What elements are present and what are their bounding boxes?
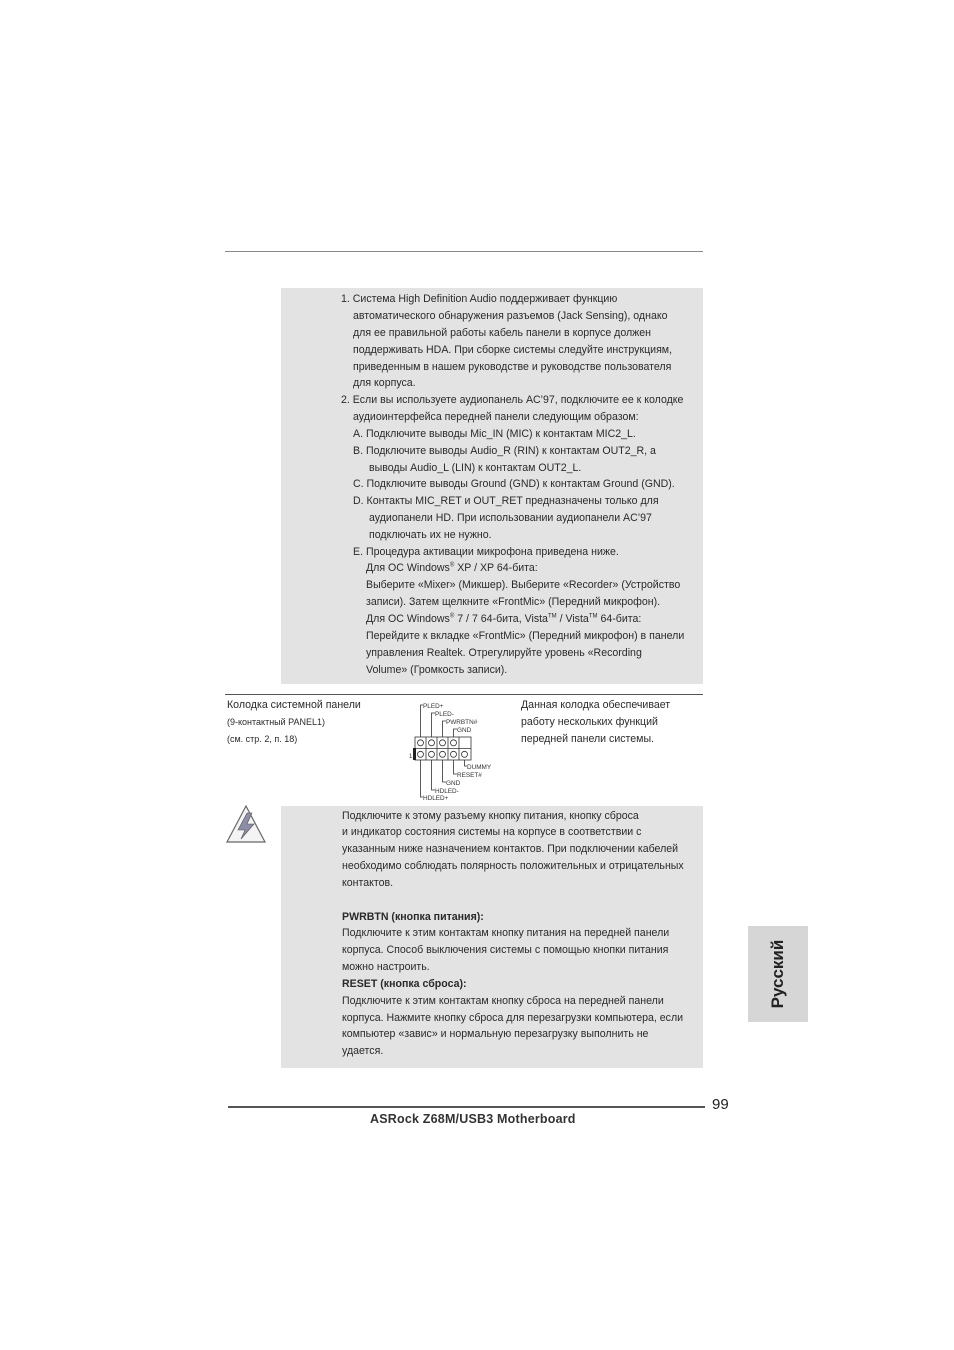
note-line: Выберите «Mixer» (Микшер). Выберите «Recorder» (Устройство	[366, 579, 681, 591]
note-xp-heading: Для ОС Windows® XP / XP 64-бита:	[366, 562, 538, 574]
note-line: B. Подключите выводы Audio_R (RIN) к контактам OUT2_R, а	[353, 445, 656, 457]
pin	[451, 740, 457, 746]
pwrbtn-line: Подключите к этим контактам кнопку питания на передней панели	[342, 927, 670, 939]
reset-line: корпуса. Нажмите кнопку сброса для перезагрузки компьютера, если	[342, 1012, 684, 1024]
label-gnd-bottom: GND	[446, 780, 461, 787]
note-line: 2. Если вы используете аудиопанель AC’97, подключите ее к колодке	[341, 394, 684, 406]
reset-line: Подключите к этим контактам кнопку сброса на передней панели	[342, 995, 664, 1007]
section-description-line: Данная колодка обеспечивает	[521, 699, 671, 711]
note-line: C. Подключите выводы Ground (GND) к контактам Ground (GND).	[353, 478, 675, 490]
pin	[429, 740, 435, 746]
footer-title: ASRock Z68M/USB3 Motherboard	[370, 1112, 576, 1126]
label-pin1: 1	[409, 754, 413, 760]
note-line: выводы Audio_L (LIN) к контактам OUT2_L.	[369, 462, 582, 474]
warning-line: и индикатор состояния системы на корпусе в соответствии с	[342, 826, 642, 838]
pwrbtn-line: можно настроить.	[342, 961, 430, 973]
note-line: аудиоинтерфейса передней панели следующим образом:	[353, 411, 639, 423]
note-line: управления Realtek. Отрегулируйте уровень «Recording	[366, 647, 642, 659]
language-tab	[748, 926, 808, 1022]
top-rule	[225, 251, 703, 252]
pin	[429, 751, 435, 757]
note-line: приведенным в нашем руководстве и руководстве пользователя	[353, 361, 672, 373]
note-line: поддерживать HDA. При сборке системы следуйте инструкциям,	[353, 344, 673, 356]
note-line: 1. Система High Definition Audio поддерживает функцию	[341, 293, 618, 305]
section-rule	[225, 694, 703, 695]
note-line: автоматического обнаружения разъемов (Jack Sensing), однако	[353, 310, 668, 322]
warning-icon	[225, 803, 267, 845]
pin1-marker	[413, 748, 416, 760]
pin	[451, 751, 457, 757]
note-line: записи). Затем щелкните «FrontMic» (Передний микрофон).	[366, 596, 661, 608]
pin	[418, 740, 424, 746]
note-line: D. Контакты MIC_RET и OUT_RET предназначены только для	[353, 495, 659, 507]
note-line: Volume» (Громкость записи).	[366, 664, 508, 676]
label-pwrbtn: PWRBTN#	[446, 719, 478, 726]
pin	[440, 751, 446, 757]
note-line: A. Подключите выводы Mic_IN (MIC) к контактам MIC2_L.	[353, 428, 636, 440]
warning-line: необходимо соблюдать полярность положительных и отрицательных	[342, 860, 684, 872]
section-description-line: работу нескольких функций	[521, 716, 658, 728]
pin	[418, 751, 424, 757]
note-line: подключать их не нужно.	[369, 529, 492, 541]
reset-line: удается.	[342, 1045, 384, 1057]
label-hdled-plus: HDLED+	[423, 795, 449, 802]
label-pled-plus: PLED+	[423, 703, 444, 710]
reset-title: RESET (кнопка сброса):	[342, 978, 467, 990]
page-number: 99	[712, 1096, 729, 1113]
label-pled-minus: PLED-	[435, 711, 454, 718]
pwrbtn-title: PWRBTN (кнопка питания):	[342, 911, 484, 923]
label-gnd-top: GND	[457, 727, 472, 734]
label-dummy: DUMMY	[467, 764, 492, 771]
pin	[462, 751, 468, 757]
warning-line: контактов.	[342, 877, 394, 889]
panel1-pin-diagram	[405, 700, 501, 804]
warning-line: Подключите к этому разъему кнопку питания, кнопку сброса	[342, 810, 639, 822]
section-reference: (см. стр. 2, п. 18)	[227, 734, 298, 744]
footer-rule	[228, 1106, 705, 1108]
section-subtitle: (9-контактный PANEL1)	[227, 717, 326, 727]
pwrbtn-line: корпуса. Способ выключения системы с помощью кнопки питания	[342, 944, 669, 956]
label-reset: RESET#	[457, 772, 482, 779]
section-title: Колодка системной панели	[227, 699, 361, 711]
warning-line: указанным ниже назначением контактов. При подключении кабелей	[342, 843, 679, 855]
language-tab-label: Русский	[768, 939, 787, 1009]
note-line: для ее правильной работы кабель панели в корпусе должен	[353, 327, 652, 339]
pin	[440, 740, 446, 746]
section-description-line: передней панели системы.	[521, 733, 655, 745]
label-hdled-minus: HDLED-	[435, 788, 459, 795]
note-line: для корпуса.	[353, 377, 416, 389]
note-line: аудиопанели HD. При использовании аудиопанели AC’97	[369, 512, 652, 524]
note-line: Перейдите к вкладке «FrontMic» (Передний микрофон) в панели	[366, 630, 685, 642]
note-line: E. Процедура активации микрофона приведена ниже.	[353, 546, 619, 558]
note-w7-heading: Для ОС Windows® 7 / 7 64-бита, Vista™ / Vista™ 64-бита:	[366, 613, 642, 625]
reset-line: компьютер «завис» и нормальную перезагрузку выполнить не	[342, 1028, 649, 1040]
